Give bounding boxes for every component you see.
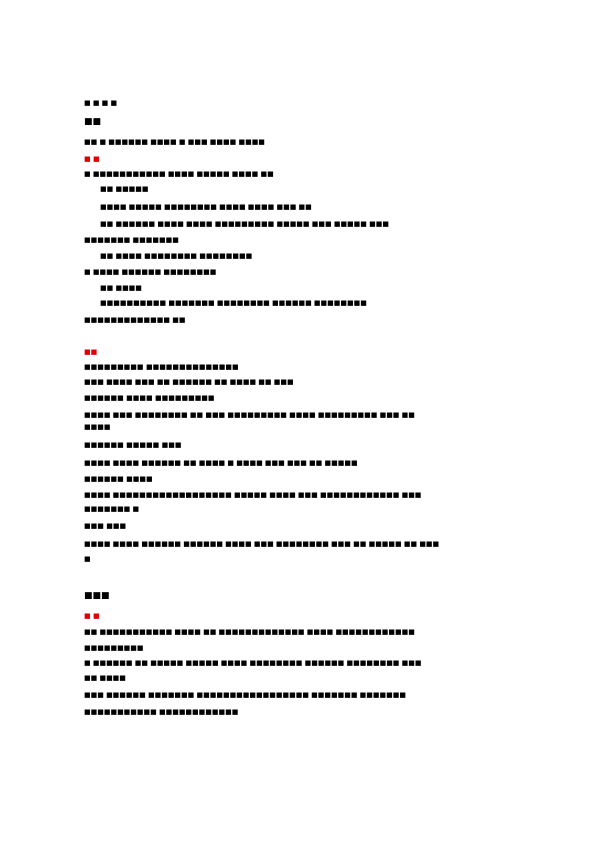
section-1-line: ■ ■■■■■■■■■■■ ■■■■ ■■■■■ ■■■■ ■■ xyxy=(84,170,274,178)
section-1-intro: ■■ ■ ■■■■■■ ■■■■ ■ ■■■ ■■■■ ■■■■ xyxy=(84,138,265,146)
section-2-red-label: ■■ xyxy=(84,348,98,356)
section-1-line: ■■ ■■■■■■ ■■■■ ■■■■ ■■■■■■■■■ ■■■■■ ■■■ ■■■■■ ■■■ xyxy=(100,220,389,228)
section-1-line: ■■■■■■■■■■ ■■■■■■■ ■■■■■■■■ ■■■■■■ ■■■■■■■■ xyxy=(100,299,367,307)
section-3-line: ■■ ■■■■■■■■■■■ ■■■■ ■■ ■■■■■■■■■■■■■ ■■■■ ■■■■■■■■■■■■ xyxy=(84,628,415,636)
section-1-line: ■■■■■■■■■■■■■ ■■ xyxy=(84,316,186,324)
section-2-line: ■■■■■■ ■■■■ ■■■■■■■■■ xyxy=(84,394,215,402)
section-3-title: ■■■ xyxy=(84,591,110,601)
section-2-line: ■■■ ■■■■ ■■■ ■■ ■■■■■■ ■■ ■■■■ ■■ ■■■ xyxy=(84,378,294,386)
section-2-line: ■■■■■■ ■■■■■ ■■■ xyxy=(84,441,182,449)
section-2-line: ■■■■■■■ ■ xyxy=(84,505,140,513)
section-2-line: ■■■■ xyxy=(84,423,111,431)
section-1-line: ■ ■■■■ ■■■■■■ ■■■■■■■■ xyxy=(84,268,217,276)
section-3-line: ■■■■■■■■■ xyxy=(84,644,144,652)
section-2-line: ■■■■ ■■■ ■■■■■■■■ ■■ ■■■ ■■■■■■■■■ ■■■■ ■■■■■■■■■ ■■■ ■■ xyxy=(84,411,415,419)
section-3-line: ■ ■■■■■■ ■■ ■■■■■ ■■■■■ ■■■■ ■■■■■■■■ ■■■■■■ ■■■■■■■■ ■■■ xyxy=(84,659,422,667)
section-2-line: ■■■■■■ ■■■■ xyxy=(84,475,153,483)
section-2-line: ■■■■■■■■■ ■■■■■■■■■■■■■■ xyxy=(84,363,239,371)
section-3-line: ■■ ■■■■ xyxy=(84,674,126,682)
section-1-line: ■■ ■■■■ xyxy=(100,284,142,292)
section-1-line: ■■ ■■■■ ■■■■■■■■ ■■■■■■■■ xyxy=(100,252,253,260)
section-3-line: ■■■ ■■■■■■ ■■■■■■■ ■■■■■■■■■■■■■■■■■ ■■■■■■■ ■■■■■■■ xyxy=(84,691,406,699)
section-3-line: ■■■■■■■■■■■ ■■■■■■■■■■■■ xyxy=(84,708,239,716)
section-2-line: ■■■■ ■■■■ ■■■■■■ ■■ ■■■■ ■ ■■■■ ■■■ ■■■ ■■ ■■■■■ xyxy=(84,459,358,467)
section-3-red-label: ■ ■ xyxy=(84,612,100,620)
section-1-line: ■■ ■■■■■ xyxy=(100,185,149,193)
section-2-line: ■ xyxy=(84,555,91,563)
section-1-title: ■■ xyxy=(84,117,102,127)
section-2-line: ■■■ ■■■ xyxy=(84,522,127,530)
section-1-line: ■■■■ ■■■■■ ■■■■■■■■ ■■■■ ■■■■ ■■■ ■■ xyxy=(100,203,312,211)
section-1-line: ■■■■■■■ ■■■■■■■ xyxy=(84,236,179,244)
section-2-line: ■■■■ ■■■■ ■■■■■■ ■■■■■■ ■■■■ ■■■ ■■■■■■■■ ■■■ ■■ ■■■■■ ■■ ■■■ xyxy=(84,540,440,548)
document-header: ■ ■ ■ ■ xyxy=(84,99,118,107)
section-1-red-label: ■ ■ xyxy=(84,155,100,163)
section-2-line: ■■■■ ■■■■■■■■■■■■■■■■■■ ■■■■■ ■■■■ ■■■ ■■■■■■■■■■■■ ■■■ xyxy=(84,491,422,499)
